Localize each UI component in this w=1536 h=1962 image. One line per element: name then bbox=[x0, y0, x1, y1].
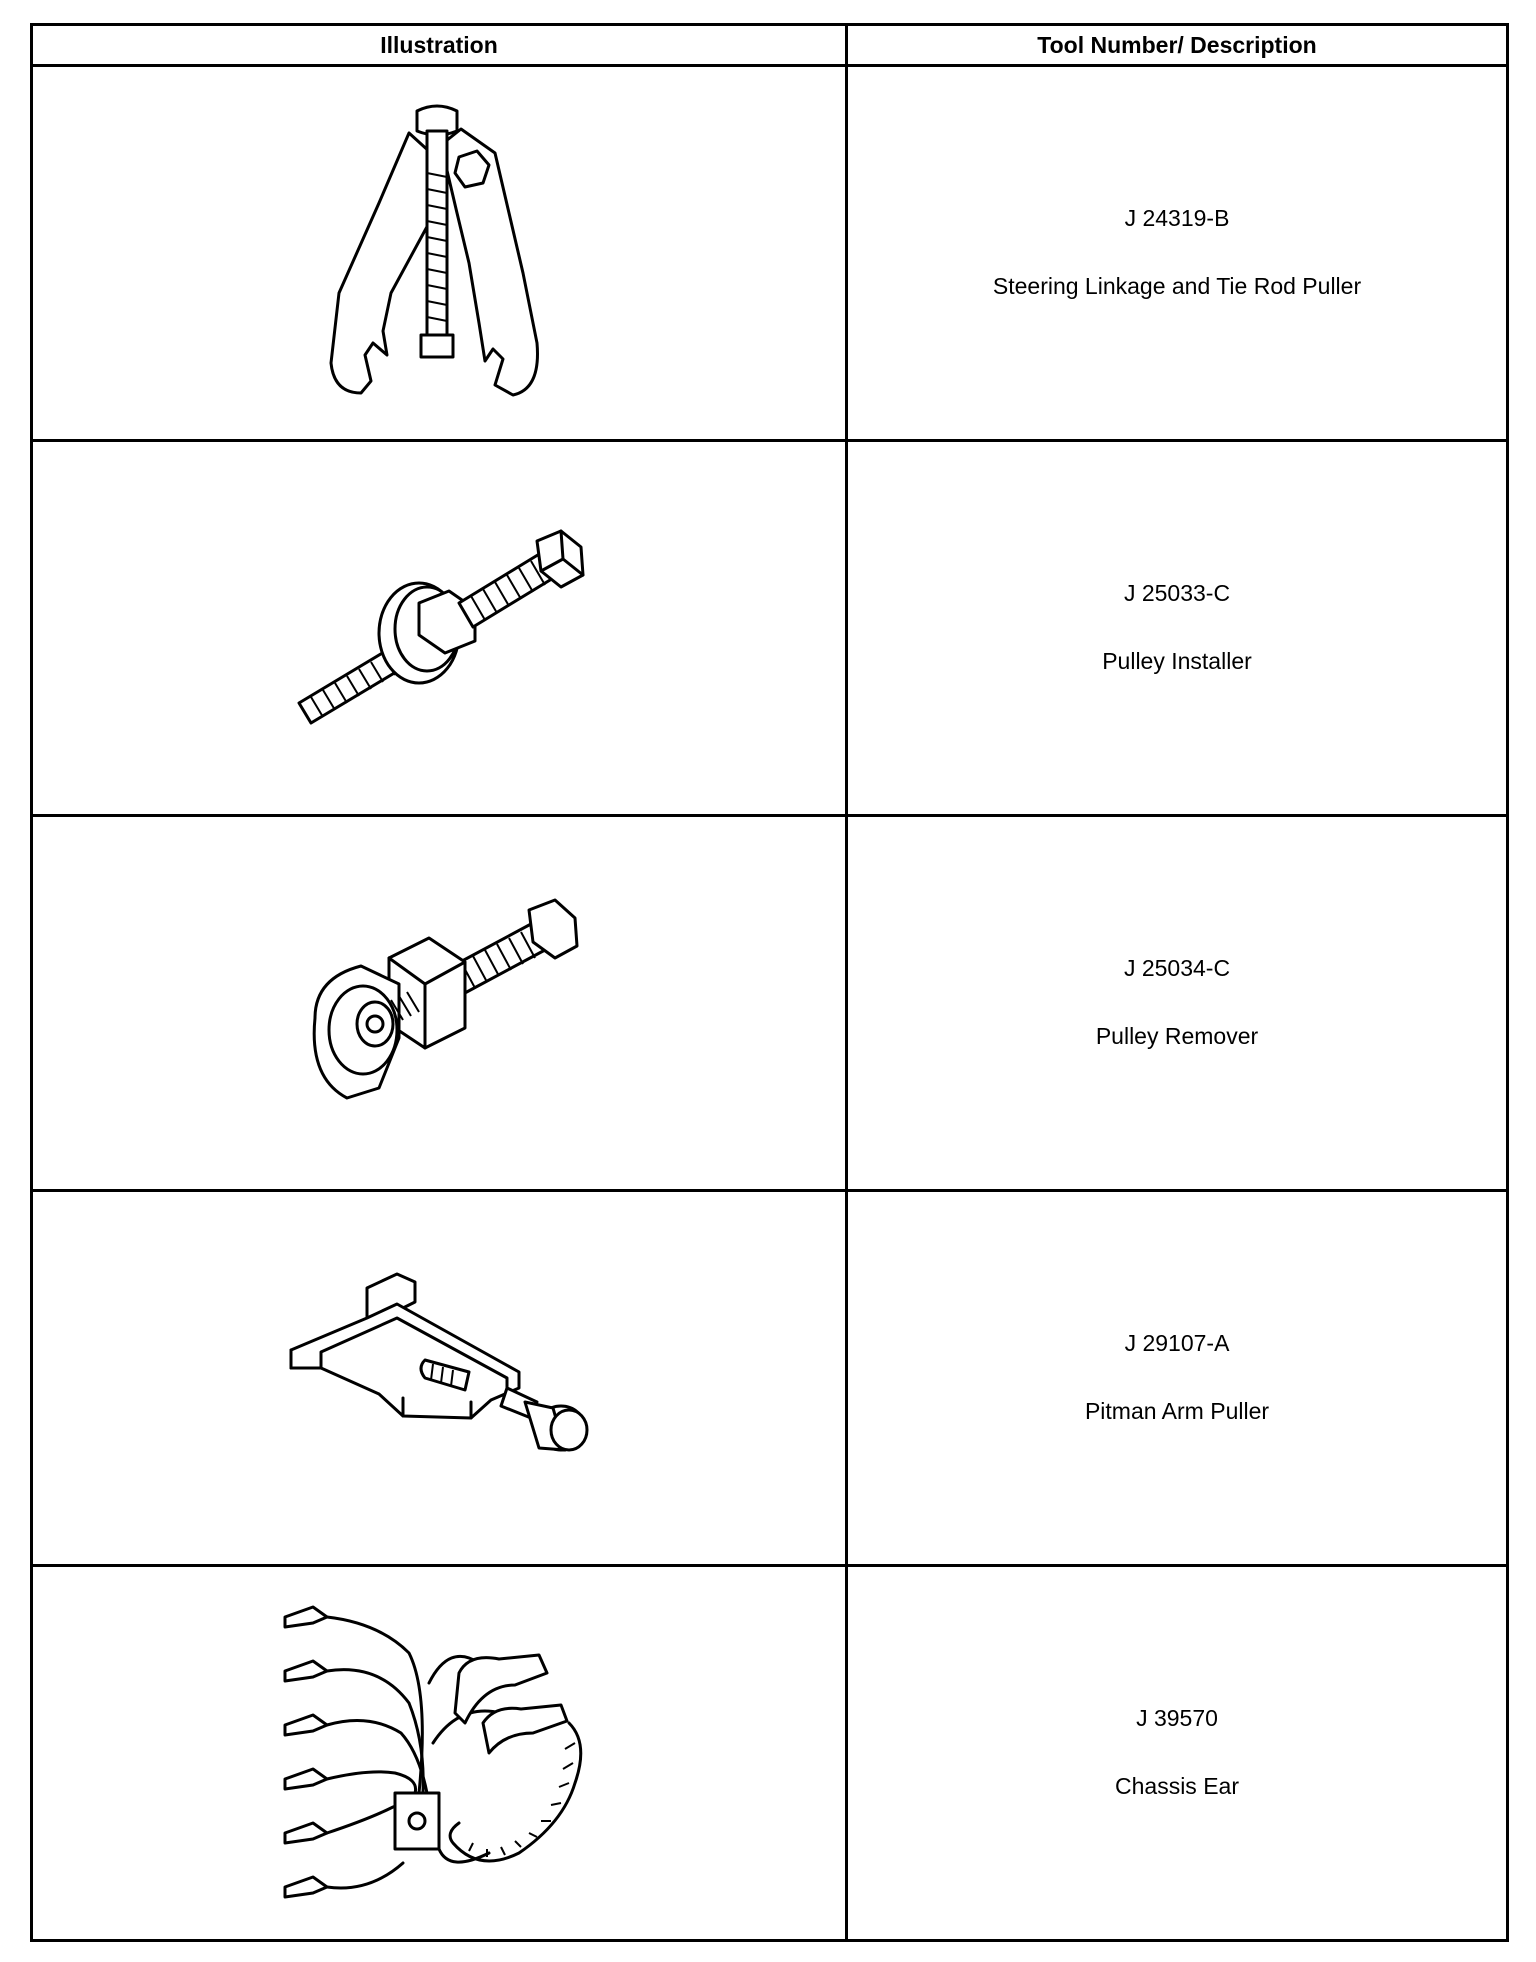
tool-number: J 29107-A bbox=[1124, 1330, 1230, 1357]
header-illustration: Illustration bbox=[32, 25, 847, 66]
tool-description-cell bbox=[847, 441, 1508, 816]
tool-number: J 24319-B bbox=[1124, 205, 1230, 232]
tool-description-cell bbox=[847, 1566, 1508, 1941]
pulley-remover-icon bbox=[279, 888, 599, 1118]
header-tool-description: Tool Number/ Description bbox=[847, 25, 1508, 66]
tool-description-cell bbox=[847, 1191, 1508, 1566]
table-header-row bbox=[32, 25, 1508, 66]
tool-name: Steering Linkage and Tie Rod Puller bbox=[992, 273, 1362, 299]
pulley-installer-icon bbox=[279, 513, 599, 743]
illustration-cell bbox=[32, 1566, 847, 1941]
tool-number: J 25033-C bbox=[1123, 580, 1231, 607]
tool-name: Pulley Remover bbox=[1095, 1023, 1259, 1049]
table-row bbox=[32, 1566, 1508, 1941]
pitman-arm-puller-icon bbox=[269, 1268, 609, 1488]
tie-rod-puller-icon bbox=[309, 93, 569, 413]
tool-name: Pitman Arm Puller bbox=[1084, 1398, 1270, 1424]
illustration-cell bbox=[32, 66, 847, 441]
illustration-cell bbox=[32, 816, 847, 1191]
chassis-ear-icon bbox=[269, 1593, 609, 1913]
illustration-cell bbox=[32, 1191, 847, 1566]
special-tools-table bbox=[30, 23, 1509, 1942]
tool-description-cell bbox=[847, 66, 1508, 441]
illustration-cell bbox=[32, 441, 847, 816]
tool-description-cell bbox=[847, 816, 1508, 1191]
tool-name: Chassis Ear bbox=[1115, 1773, 1239, 1799]
table-row bbox=[32, 441, 1508, 816]
tool-number: J 25034-C bbox=[1123, 955, 1231, 982]
tool-number: J 39570 bbox=[1136, 1705, 1218, 1732]
table-row bbox=[32, 1191, 1508, 1566]
table-row bbox=[32, 66, 1508, 441]
table-row bbox=[32, 816, 1508, 1191]
tool-name: Pulley Installer bbox=[1102, 648, 1252, 674]
